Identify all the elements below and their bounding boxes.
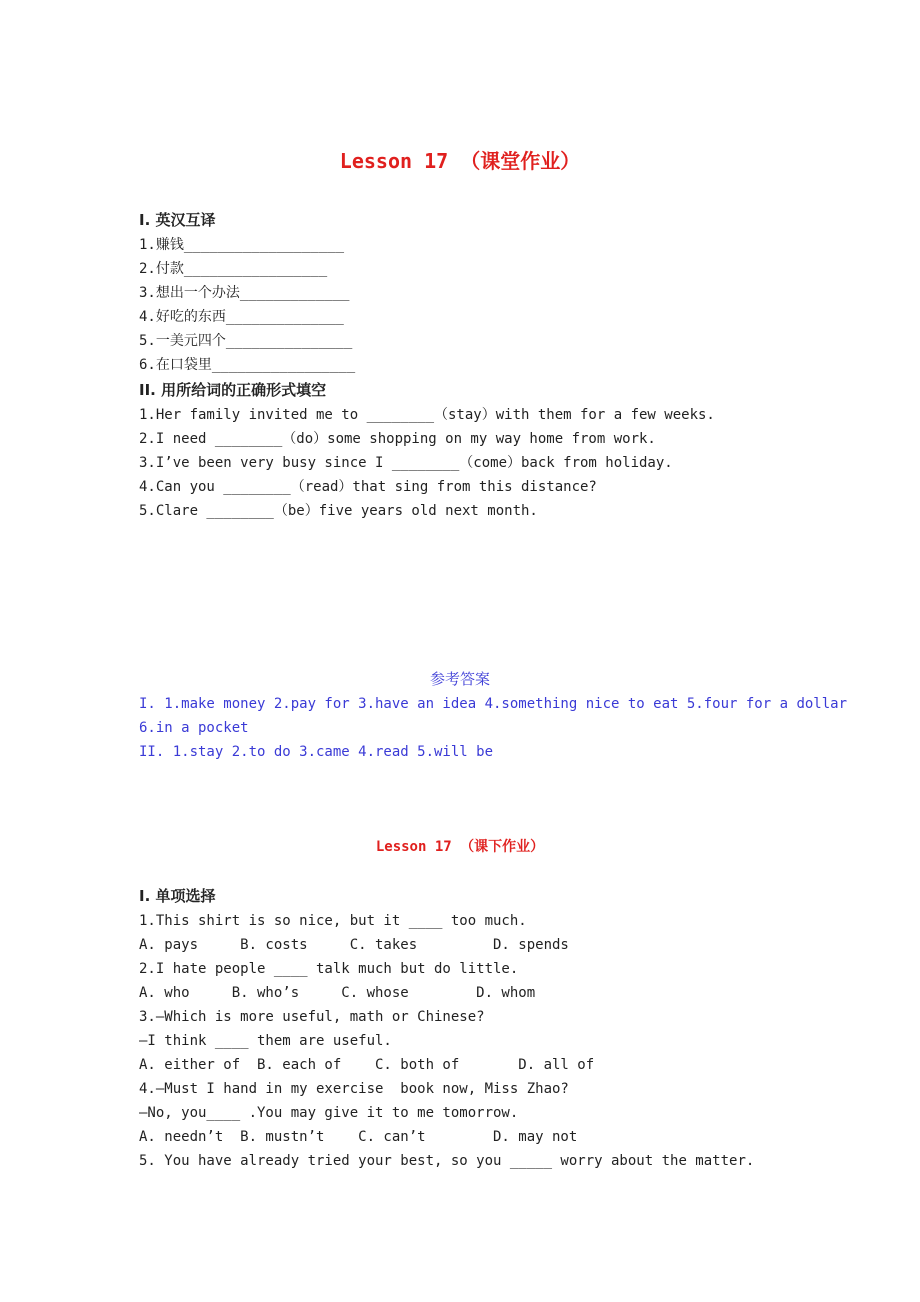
answer-line: 6.in a pocket [139, 720, 249, 736]
translation-item: 6.在口袋里_________________ [139, 357, 356, 373]
translation-item: 1.赚钱___________________ [139, 237, 345, 253]
question-line: 2.I hate people ____ talk much but do little. [139, 961, 519, 977]
answers-heading: 参考答案 [429, 670, 490, 688]
lesson-title-homework: Lesson 17 （课下作业） [375, 839, 545, 855]
section-heading-fill-blank: II. 用所给词的正确形式填空 [139, 381, 327, 399]
fill-blank-item: 4.Can you ________（read）that sing from this distance? [139, 479, 597, 495]
question-line: —I think ____ them are useful. [139, 1033, 392, 1049]
answer-line: I. 1.make money 2.pay for 3.have an idea 4.something nice to eat 5.four for a dollar [139, 696, 848, 712]
option-line: A. who B. who’s C. whose D. whom [139, 985, 536, 1001]
translation-item: 4.好吃的东西______________ [139, 309, 344, 325]
fill-blank-item: 2.I need ________（do）some shopping on my way home from work. [139, 431, 656, 447]
translation-item: 3.想出一个办法_____________ [139, 285, 350, 301]
question-line: 3.—Which is more useful, math or Chinese? [139, 1009, 485, 1025]
answer-line: II. 1.stay 2.to do 3.came 4.read 5.will be [139, 744, 494, 760]
question-line: 5. You have already tried your best, so you _____ worry about the matter. [139, 1153, 755, 1169]
section-heading-multiple-choice: I. 单项选择 [139, 887, 216, 905]
fill-blank-item: 1.Her family invited me to ________（stay）with them for a few weeks. [139, 407, 715, 423]
fill-blank-item: 3.I’ve been very busy since I ________（come）back from holiday. [139, 455, 673, 471]
translation-item: 2.付款_________________ [139, 261, 328, 277]
translation-item: 5.一美元四个_______________ [139, 333, 353, 349]
fill-blank-item: 5.Clare ________（be）five years old next month. [139, 503, 538, 519]
question-line: 4.—Must I hand in my exercise book now, Miss Zhao? [139, 1081, 569, 1097]
option-line: A. pays B. costs C. takes D. spends [139, 937, 569, 953]
option-line: A. needn’t B. mustn’t C. can’t D. may not [139, 1129, 578, 1145]
question-line: 1.This shirt is so nice, but it ____ too much. [139, 913, 527, 929]
question-line: —No, you____ .You may give it to me tomorrow. [139, 1105, 519, 1121]
section-heading-translation: I. 英汉互译 [139, 211, 216, 229]
option-line: A. either of B. each of C. both of D. all of [139, 1057, 595, 1073]
lesson-title-classwork: Lesson 17 （课堂作业） [339, 149, 581, 173]
